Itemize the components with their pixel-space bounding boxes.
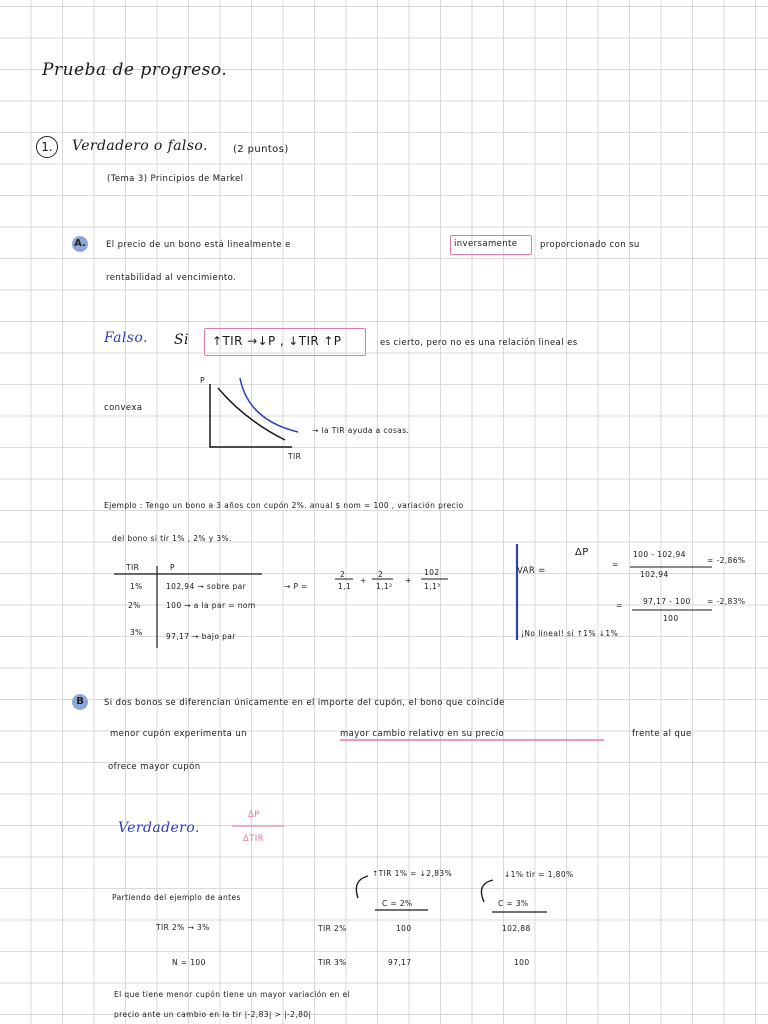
item-a-answer: Falso. <box>104 330 148 346</box>
frac-den: ΔTIR <box>243 834 265 844</box>
table-row-tir: 2% <box>128 601 141 610</box>
equals: = <box>612 560 619 569</box>
item-a-badge: A. <box>72 236 88 252</box>
item-a-rest: es cierto, pero no es una relación lineal es <box>380 338 578 348</box>
calc1-den: 102,94 <box>640 570 669 579</box>
col1-tir2: TIR 2% <box>318 924 347 933</box>
frac-num: 2 <box>340 570 346 579</box>
conclusion-2: precio ante un cambio en la tir |-2,83| > |-2,80| <box>114 1010 312 1019</box>
table-header-p: P <box>170 563 175 572</box>
col2-v0: 102,88 <box>502 924 531 933</box>
ejemplo-line-1: Ejemplo : Tengo un bono a 3 años con cupón 2%. anual $ nom = 100 , variación precio <box>104 501 464 510</box>
item-a-text: El precio de un bono está linealmente e <box>106 240 291 250</box>
frac-num: 102 <box>424 568 440 577</box>
item-b-answer: Verdadero. <box>118 820 200 836</box>
no-lineal-note: ¡No lineal! si ↑1% ↓1% <box>521 629 619 638</box>
item-b-text-2: menor cupón experimenta un <box>110 729 247 739</box>
item-a-si: Si <box>174 332 189 348</box>
item-a-convexa: convexa <box>104 403 143 413</box>
calc1-result: = -2,86% <box>707 556 746 565</box>
item-b-badge: B <box>72 694 88 710</box>
frac-den: 1,1 <box>338 582 352 591</box>
var-label: VAR = <box>517 566 546 576</box>
table-row-tir: 1% <box>130 582 143 591</box>
table-row-p: 100 → a la par = nom <box>166 601 256 610</box>
partiendo-text: Partiendo del ejemplo de antes <box>112 893 241 902</box>
question-number: 1. <box>36 136 58 158</box>
ejemplo-line-2: del bono si tir 1% , 2% y 3%. <box>112 534 232 543</box>
frac-den: 1,1³ <box>424 582 441 591</box>
table-header-tir: TIR <box>126 563 140 572</box>
col2-top: ↓1% tir = 1,80% <box>504 870 574 879</box>
graph-p-label: P <box>200 376 205 385</box>
table-row-p: 97,17 → bajo par <box>166 632 236 641</box>
col1-c: C = 2% <box>382 899 413 908</box>
col2-c: C = 3% <box>498 899 529 908</box>
item-b-text: Si dos bonos se diferencian únicamente en el importe del cupón, el bono que coincide <box>104 698 505 708</box>
graph-note: → la TIR ayuda a cosas. <box>312 426 410 435</box>
frac-num: ΔP <box>248 810 260 820</box>
question-title: Verdadero o falso. <box>72 138 208 154</box>
table-row-note: → P = <box>284 582 308 591</box>
calc2-den: 100 <box>663 614 679 623</box>
table-row-p: 102,94 → sobre par <box>166 582 247 591</box>
item-a-formula: ↑TIR →↓P , ↓TIR ↑P <box>212 334 342 348</box>
item-a-highlight: inversamente <box>454 239 518 249</box>
item-b-text-end: frente al que <box>632 729 692 739</box>
calc1-num: 100 - 102,94 <box>633 550 686 559</box>
item-a-text-2: rentabilidad al vencimiento. <box>106 273 237 283</box>
calc2-num: 97,17 - 100 <box>643 597 691 606</box>
question-topic: (Tema 3) Principios de Markel <box>107 174 244 184</box>
n-row: N = 100 <box>172 958 206 967</box>
item-b-text-3: ofrece mayor cupón <box>108 762 201 772</box>
frac-num: 2 <box>378 570 384 579</box>
conclusion-1: El que tiene menor cupón tiene un mayor variación en el <box>114 990 351 999</box>
calc2-result: = -2,83% <box>707 597 746 606</box>
col2-v1: 100 <box>514 958 530 967</box>
delta-p: ΔP <box>575 547 589 558</box>
col1-tir3: TIR 3% <box>318 958 347 967</box>
col1-top: ↑TIR 1% = ↓2,83% <box>372 869 453 878</box>
tir-row: TIR 2% → 3% <box>156 923 210 932</box>
equals: = <box>616 601 623 610</box>
graph-tir-label: TIR <box>288 452 302 461</box>
col1-v1: 100 <box>396 924 412 933</box>
frac-den: 1,1² <box>376 582 393 591</box>
page-title: Prueba de progreso. <box>42 60 228 80</box>
item-b-underlined: mayor cambio relativo en su precio <box>340 729 505 739</box>
question-points: (2 puntos) <box>233 144 289 155</box>
table-row-tir: 3% <box>130 628 143 637</box>
item-a-text-end: proporcionado con su <box>540 240 640 250</box>
plus-sign: + <box>360 576 367 585</box>
plus-sign: + <box>405 576 412 585</box>
col1-v2: 97,17 <box>388 958 412 967</box>
